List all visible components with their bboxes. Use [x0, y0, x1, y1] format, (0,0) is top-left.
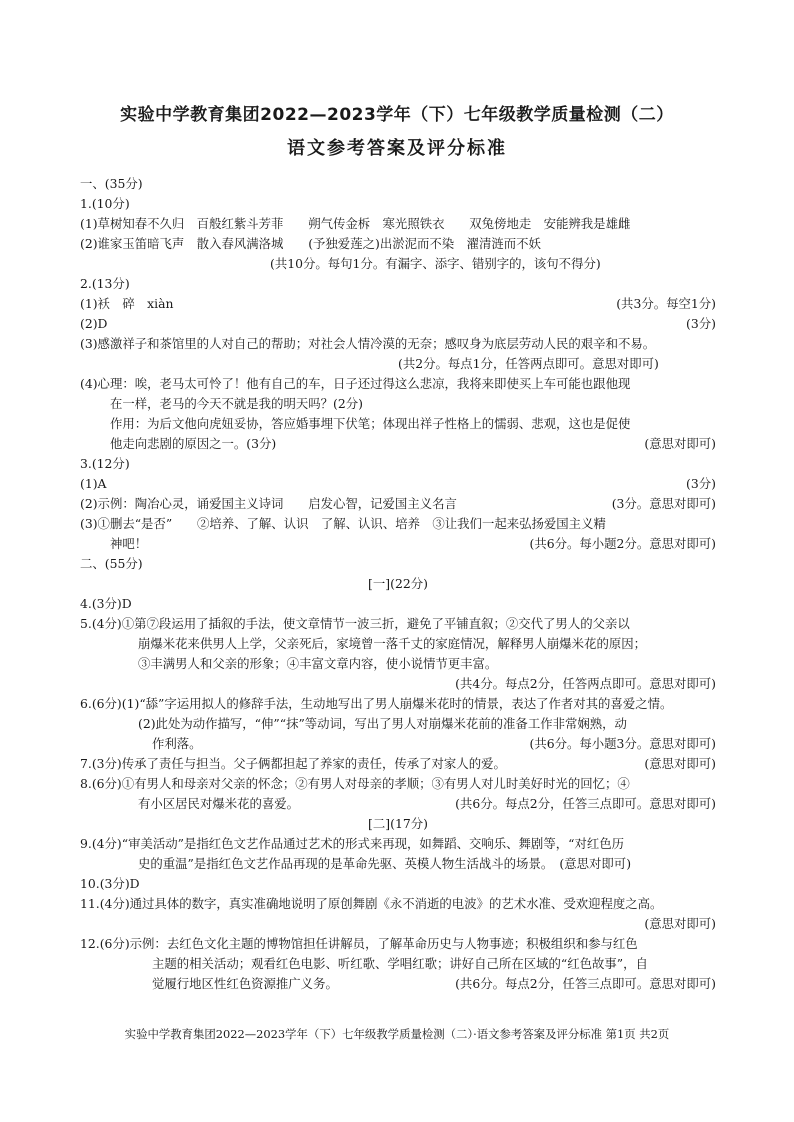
answer-line [80, 534, 716, 554]
answer-line [80, 514, 716, 534]
answer-line [80, 234, 716, 254]
answer-line [80, 634, 716, 654]
answer-line [80, 374, 716, 394]
answer-line [80, 974, 716, 994]
answer-line [80, 334, 716, 354]
answer-line [80, 674, 716, 694]
answer-text: (1)袄 碎 xiàn [80, 296, 174, 311]
answer-text: (共2分。每点1分，任答两点即可。意思对即可) [398, 356, 659, 371]
answer-text: (2)示例：陶冶心灵，诵爱国主义诗词 启发心智，记爱国主义名言 [80, 496, 457, 511]
answer-text: 他走向悲剧的原因之一。(3分) [110, 436, 277, 451]
answer-line [80, 614, 716, 634]
page-footer: 实验中学教育集团2022—2023学年（下）七年级教学质量检测（二）·语文参考答案及评分标准 第1页 共2页 [124, 1027, 670, 1041]
answer-line [80, 394, 716, 414]
answer-text: 3.(12分) [80, 456, 130, 471]
answer-line [80, 474, 716, 494]
answer-text: (1)草树知春不久归 百般红紫斗芳菲 朔气传金柝 寒光照铁衣 双兔傍地走 安能辨我是雄雌 [80, 216, 631, 231]
answer-line [80, 934, 716, 954]
answer-text: (共6分。每点2分，任答三点即可。意思对即可) [455, 796, 716, 811]
answer-text: 觉履行地区性红色资源推广义务。 [152, 976, 338, 991]
answer-text: (意思对即可) [644, 756, 716, 771]
answer-text: (3分。意思对即可) [611, 496, 716, 511]
answer-text: 5.(4分)①第⑦段运用了插叙的手法，使文章情节一波三折，避免了平铺直叙；②交代了男人的父亲以 [80, 616, 630, 631]
answer-line [80, 714, 716, 734]
answer-text: 神吧！ [110, 536, 148, 551]
answer-text: 一、(35分) [80, 176, 143, 191]
answer-text: 作利落。 [152, 736, 202, 751]
answer-text: 4.(3分)D [80, 596, 132, 611]
answer-text: (3分) [686, 476, 716, 491]
answer-line [80, 694, 716, 714]
answer-line [80, 414, 716, 434]
answer-text: [一](22分) [368, 576, 428, 591]
answer-text: (共6分。每小题3分。意思对即可) [529, 736, 716, 751]
answer-line [80, 874, 716, 894]
answer-text: 6.(6分)(1)“舔”字运用拟人的修辞手法，生动地写出了男人崩爆米花时的情景，表达了作者对其的喜爱之情。 [80, 696, 673, 711]
answer-text: ③丰满男人和父亲的形象；④丰富文章内容，使小说情节更丰富。 [138, 656, 498, 671]
answer-text: 7.(3分)传承了责任与担当。父子俩都担起了养家的责任，传承了对家人的爱。 [80, 756, 506, 771]
answer-line [80, 814, 716, 834]
answer-text: (4)心理：唉，老马太可怜了！他有自己的车，日子还过得这么悲凉，我将来即使买上车可能也跟他现 [80, 376, 631, 391]
answer-line [80, 434, 716, 454]
answer-text: 8.(6分)①有男人和母亲对父亲的怀念；②有男人对母亲的孝顺；③有男人对儿时美好时光的回忆；④ [80, 776, 630, 791]
answer-text: 10.(3分)D [80, 876, 140, 891]
answer-text: (2)D [80, 316, 108, 331]
answer-text: (意思对即可) [644, 436, 716, 451]
answer-line [80, 274, 716, 294]
answer-text: 1.(10分) [80, 196, 130, 211]
answer-text: (2)谁家玉笛暗飞声 散入春风满洛城 (予独爱莲之)出淤泥而不染 濯清涟而不妖 [80, 236, 541, 251]
answer-line [80, 554, 716, 574]
document-subtitle: 语文参考答案及评分标准 [287, 138, 507, 159]
answer-text: 在一样，老马的今天不就是我的明天吗？(2分) [110, 396, 363, 411]
answer-line [80, 754, 716, 774]
answer-text: (3)①删去“是否” ②培养、了解、认识 了解、认识、培养 ③让我们一起来弘扬爱国主义精 [80, 516, 606, 531]
answer-line [80, 294, 716, 314]
answer-line [80, 254, 716, 274]
answer-text: [二](17分) [368, 816, 428, 831]
answer-line [80, 854, 716, 874]
answer-text: (3)感激祥子和茶馆里的人对自己的帮助；对社会人情冷漠的无奈；感叹身为底层劳动人民的艰辛和不易。 [80, 336, 656, 351]
answer-line [80, 354, 716, 374]
answer-text: 史的重温”是指红色文艺作品再现的是革命先驱、英模人物生活战斗的场景。 (意思对即可) [138, 856, 632, 871]
answer-text: (2)此处为动作描写，“伸”“抹”等动词，写出了男人对崩爆米花前的准备工作非常娴熟，动 [138, 716, 627, 731]
answer-line [80, 654, 716, 674]
answer-text: 崩爆米花来供男人上学，父亲死后，家境曾一落千丈的家庭情况，解释男人崩爆米花的原因； [138, 636, 647, 651]
answer-text: (共10分。每句1分。有漏字、添字、错别字的，该句不得分) [270, 256, 601, 271]
answer-text: (共6分。每小题2分。意思对即可) [529, 536, 716, 551]
answer-line [80, 834, 716, 854]
answer-text: 9.(4分)“审美活动”是指红色文艺作品通过艺术的形式来再现，如舞蹈、交响乐、舞剧等，“对红色历 [80, 836, 625, 851]
answer-text: 12.(6分)示例：去红色文化主题的博物馆担任讲解员，了解革命历史与人物事迹；积极组织和参与红色 [80, 936, 638, 951]
answer-line [80, 494, 716, 514]
answer-line [80, 214, 716, 234]
answer-text: 作用：为后文他向虎妞妥协，答应婚事埋下伏笔；体现出祥子性格上的懦弱、悲观，这也是促使 [110, 416, 631, 431]
answer-text: 2.(13分) [80, 276, 130, 291]
answer-text: 二、(55分) [80, 556, 143, 571]
answer-line [80, 194, 716, 214]
answer-text: (意思对即可) [644, 916, 716, 931]
answer-line [80, 734, 716, 754]
answer-line [80, 954, 716, 974]
answer-line [80, 774, 716, 794]
answer-line [80, 314, 716, 334]
answer-text: (共6分。每点2分，任答三点即可。意思对即可) [455, 976, 716, 991]
answer-text: (共3分。每空1分) [616, 296, 716, 311]
answer-text: 有小区居民对爆米花的喜爱。 [138, 796, 300, 811]
answer-text: (3分) [686, 316, 716, 331]
answer-line [80, 574, 716, 594]
answer-text: 主题的相关活动；观看红色电影、听红歌、学唱红歌；讲好自己所在区域的“红色故事”，自 [152, 956, 648, 971]
answer-content [80, 174, 716, 994]
answer-text: (共4分。每点2分，任答两点即可。意思对即可) [455, 676, 716, 691]
answer-text: 11.(4分)通过具体的数字，真实准确地说明了原创舞剧《永不消逝的电波》的艺术水准、受欢迎程度之高。 [80, 896, 663, 911]
answer-line [80, 594, 716, 614]
answer-line [80, 894, 716, 914]
answer-line [80, 794, 716, 814]
document-title: 实验中学教育集团2022—2023学年（下）七年级教学质量检测（二） [120, 105, 674, 125]
answer-line [80, 174, 716, 194]
answer-line [80, 454, 716, 474]
answer-text: (1)A [80, 476, 107, 491]
answer-line [80, 914, 716, 934]
